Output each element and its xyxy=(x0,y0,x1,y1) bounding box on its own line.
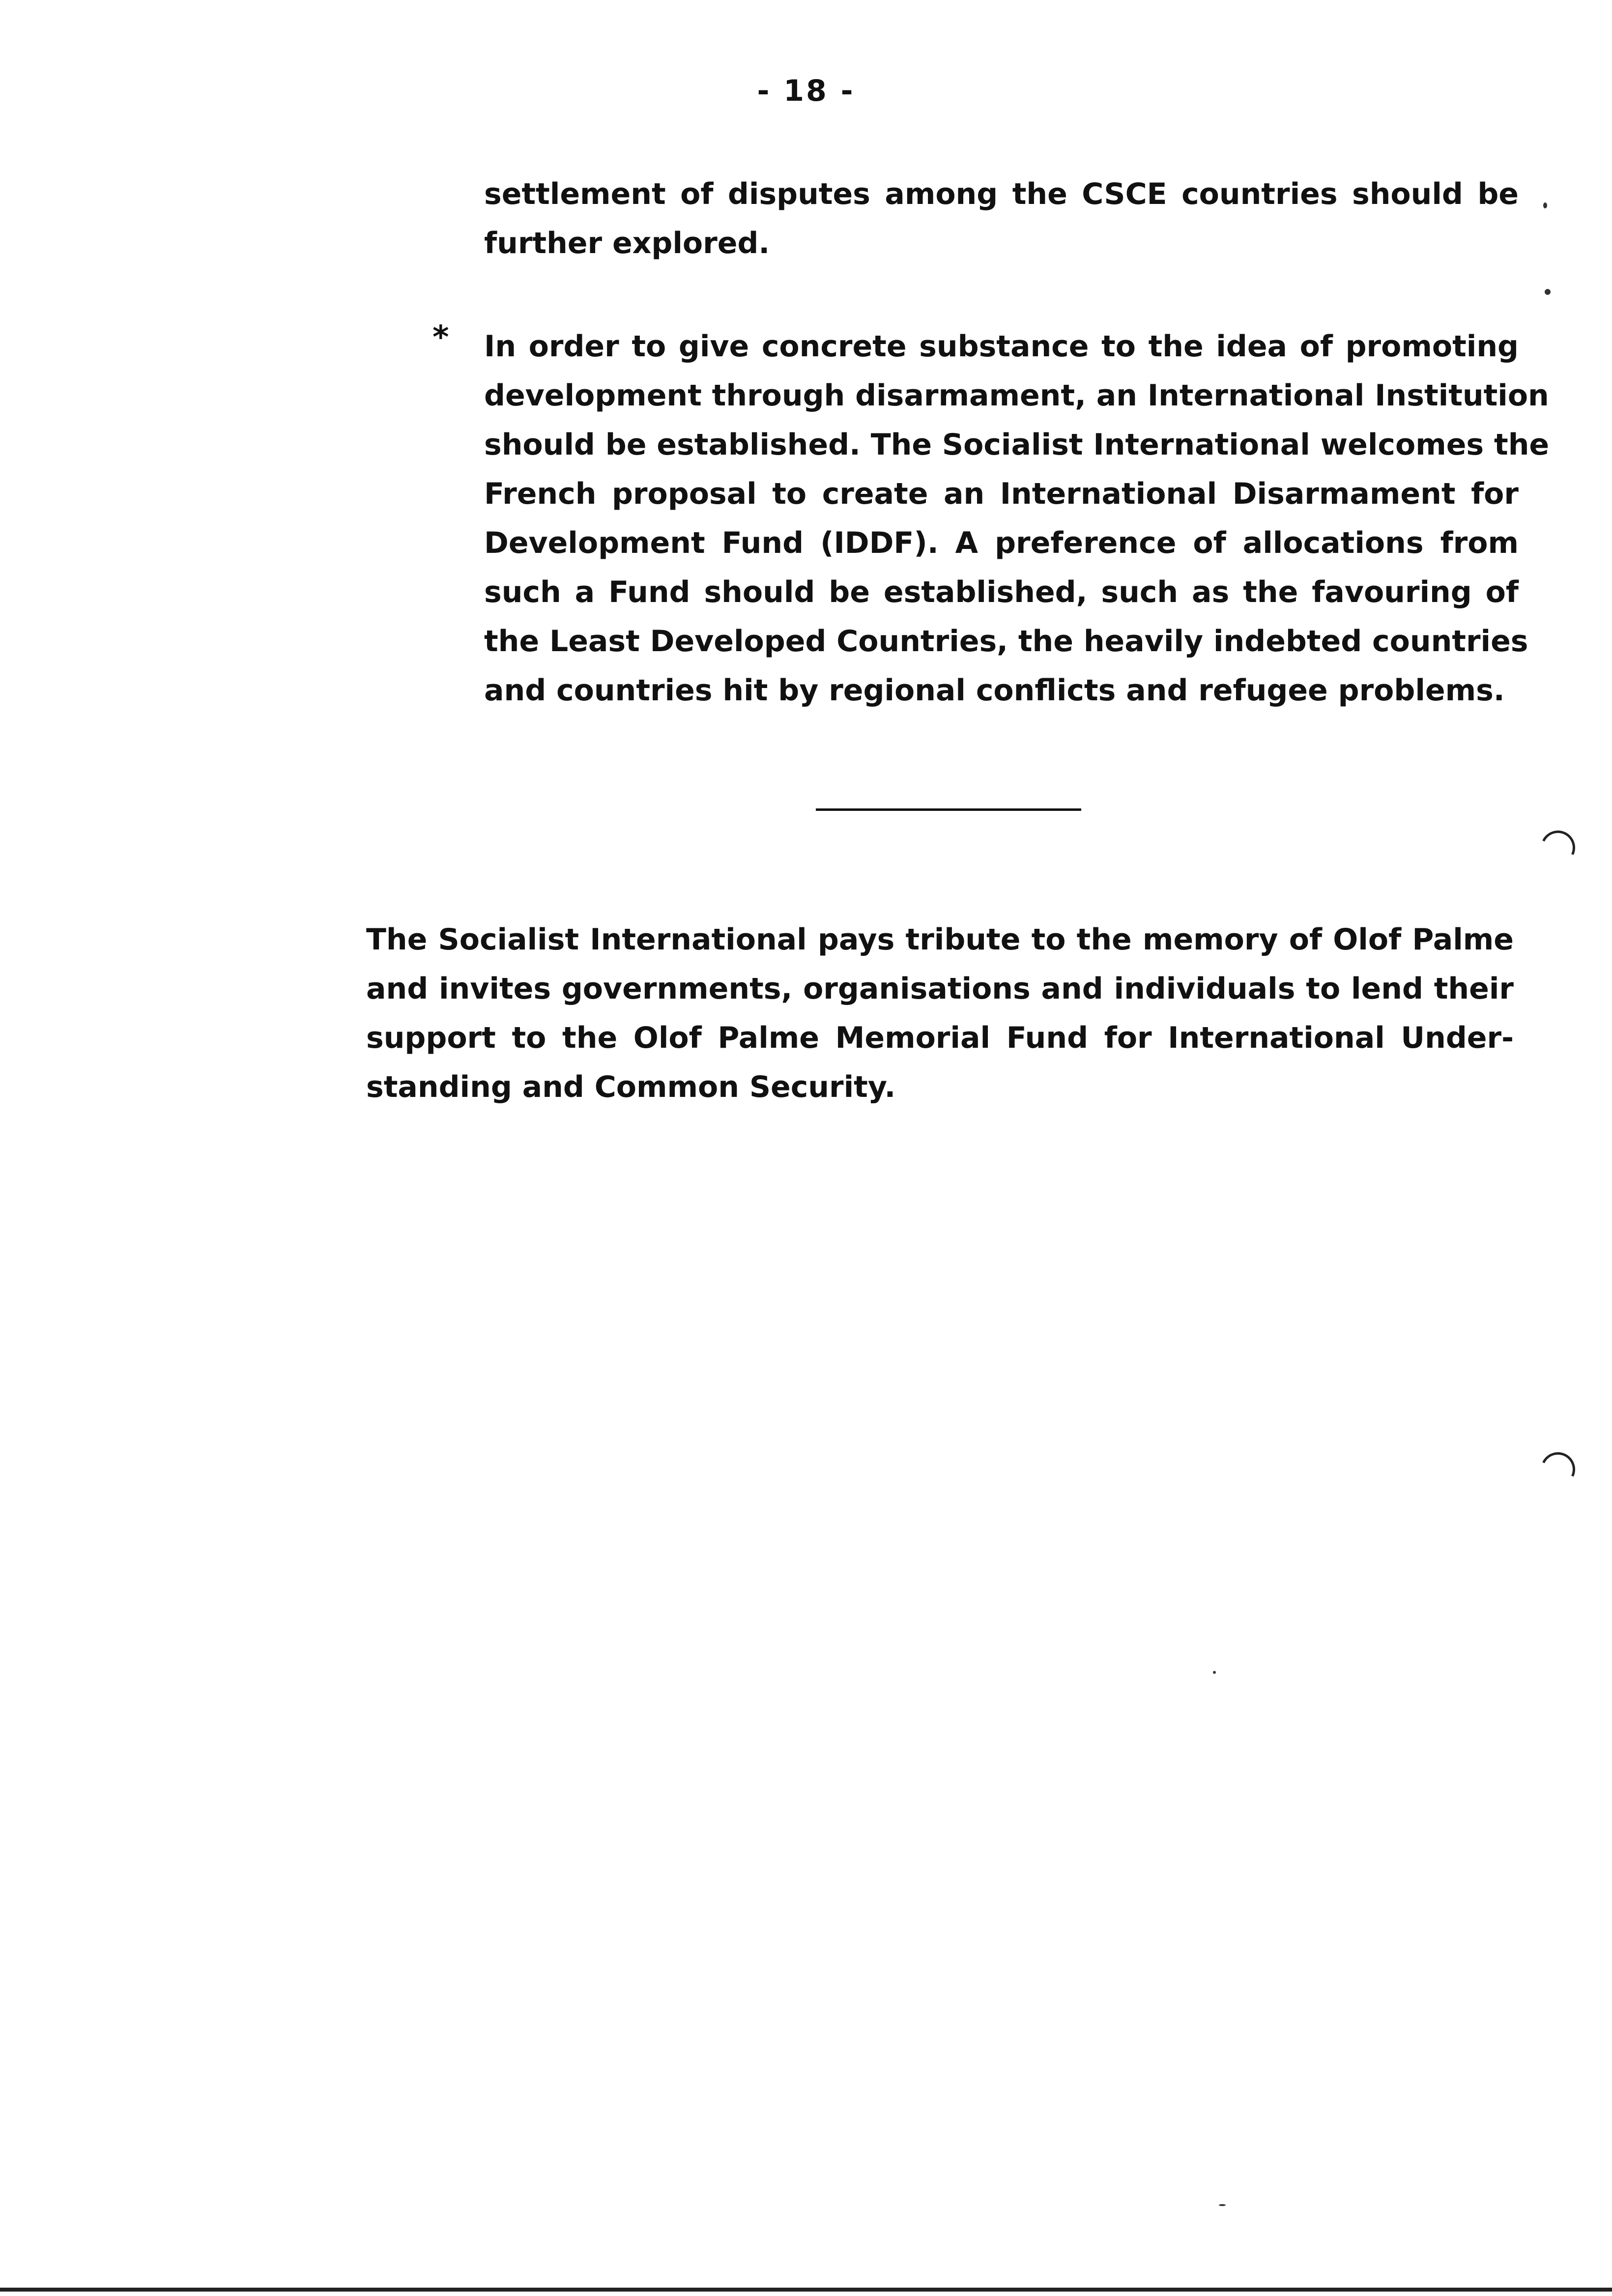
hole-punch-mark xyxy=(1536,826,1580,870)
scan-edge-rule xyxy=(0,2288,1612,2292)
paragraph-line: standing and Common Security. xyxy=(366,1070,896,1104)
paragraph-line: development through disarmament, an International Institution xyxy=(484,378,1549,413)
paragraph-line: French proposal to create an International Disarmament for xyxy=(484,477,1519,511)
paragraph-line: and invites governments, organisations and individuals to lend their xyxy=(366,972,1514,1006)
scan-speck xyxy=(1219,2204,1226,2206)
tribute-paragraph xyxy=(366,915,1514,1112)
paragraph-line: Development Fund (IDDF). A preference of allocations from xyxy=(484,526,1519,560)
paragraph-line: further explored. xyxy=(484,226,770,260)
paragraph-line: In order to give concrete substance to the idea of promoting xyxy=(484,329,1519,364)
hole-punch-mark xyxy=(1536,1447,1580,1492)
paragraph-line: should be established. The Socialist International welcomes the xyxy=(484,428,1550,462)
bullet-asterisk: * xyxy=(432,319,449,356)
paragraph-line: The Socialist International pays tribute to the memory of Olof Palme xyxy=(366,922,1514,957)
page-number: - 18 - xyxy=(757,74,855,108)
paragraph-line: settlement of disputes among the CSCE countries should be xyxy=(484,177,1519,211)
paragraph-line: such a Fund should be established, such as the favouring of xyxy=(484,575,1519,609)
section-divider xyxy=(816,808,1081,811)
bullet-paragraph xyxy=(484,322,1550,715)
scan-speck xyxy=(1543,202,1547,208)
scan-speck xyxy=(1213,1671,1216,1674)
continued-paragraph xyxy=(484,170,1519,268)
paragraph-line: and countries hit by regional conflicts and refugee problems. xyxy=(484,673,1505,708)
scan-speck xyxy=(1545,289,1551,295)
paragraph-line: the Least Developed Countries, the heavily indebted countries xyxy=(484,624,1528,659)
paragraph-line: support to the Olof Palme Memorial Fund for International Under- xyxy=(366,1021,1514,1055)
